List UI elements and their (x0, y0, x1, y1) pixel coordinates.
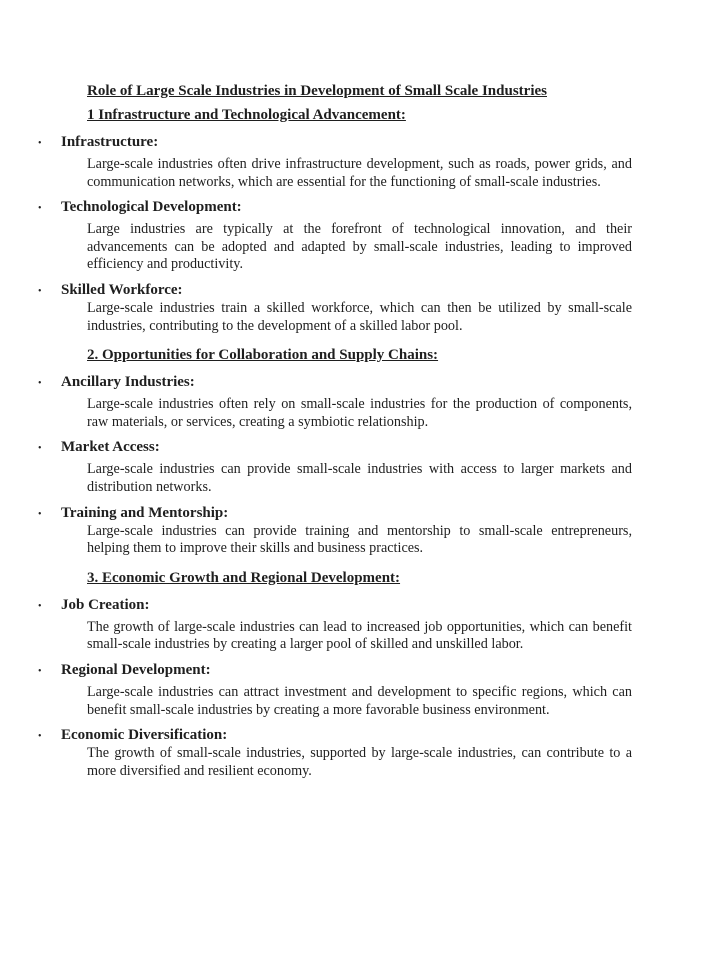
list-item-skilled-workforce (38, 281, 632, 335)
item-term: Infrastructure: (61, 134, 159, 150)
item-description: The growth of large-scale industries can lead to increased job opportunities, which can benefit small-scale industries by creating a larger pool of skilled and unskilled labor. (87, 618, 632, 653)
list-item-infrastructure (38, 133, 632, 191)
item-description: Large-scale industries train a skilled workforce, which can then be utilized by small-scale industries, contributing to the development of a skilled labor pool. (87, 299, 632, 334)
section-heading-economic-growth: 3. Economic Growth and Regional Development: (87, 569, 401, 586)
item-term: Job Creation: (61, 596, 150, 613)
item-term: Market Access: (61, 439, 160, 456)
item-description: Large-scale industries can provide small-scale industries with access to larger markets and distribution networks. (87, 461, 632, 495)
item-term: Training and Mentorship: (61, 504, 229, 521)
item-description: Large-scale industries often drive infrastructure development, such as roads, power grids, and communication networks, which are essential for the functioning of small-scale industries. (87, 156, 632, 190)
item-term: Regional Development: (61, 661, 211, 678)
bullet-icon: • (38, 138, 42, 149)
bullet-icon: • (38, 508, 42, 520)
item-term: Skilled Workforce: (61, 281, 183, 298)
list-item-regional-development (38, 661, 632, 719)
item-description: The growth of small-scale industries, supported by large-scale industries, can contribute to a more diversified and resilient economy. (87, 745, 632, 779)
document-title: Role of Large Scale Industries in Development of Small Scale Industries (87, 83, 547, 99)
bullet-icon: • (38, 203, 42, 215)
bullet-icon: • (38, 285, 42, 297)
bullet-icon: • (38, 665, 42, 677)
list-item-training-mentorship (38, 504, 632, 558)
item-term: Ancillary Industries: (61, 374, 195, 391)
bullet-icon: • (38, 378, 42, 390)
section-heading-collaboration: 2. Opportunities for Collaboration and Supply Chains: (87, 347, 439, 364)
section-heading-infrastructure: 1 Infrastructure and Technological Advancement: (87, 107, 406, 123)
list-item-technological-development (38, 198, 632, 274)
list-item-market-access (38, 438, 632, 496)
list-item-ancillary-industries (38, 373, 632, 431)
item-description: Large-scale industries often rely on small-scale industries for the production of components, raw materials, or services, creating a symbiotic relationship. (87, 396, 632, 430)
list-item-job-creation (38, 596, 632, 654)
bullet-icon: • (38, 443, 42, 455)
list-item-economic-diversification (38, 726, 632, 780)
bullet-icon: • (38, 600, 42, 612)
item-description: Large industries are typically at the forefront of technological innovation, and their advancements can be adopted and adapted by small-scale industries, leading to improved efficiency and productivity. (87, 221, 632, 273)
item-description: Large-scale industries can provide training and mentorship to small-scale entrepreneurs, helping them to improve their skills and business practices. (87, 522, 632, 557)
item-term: Technological Development: (61, 199, 242, 216)
bullet-icon: • (38, 731, 42, 743)
item-description: Large-scale industries can attract investment and development to specific regions, which can benefit small-scale industries by creating a more favorable business environment. (87, 683, 632, 718)
item-term: Economic Diversification: (61, 727, 228, 744)
